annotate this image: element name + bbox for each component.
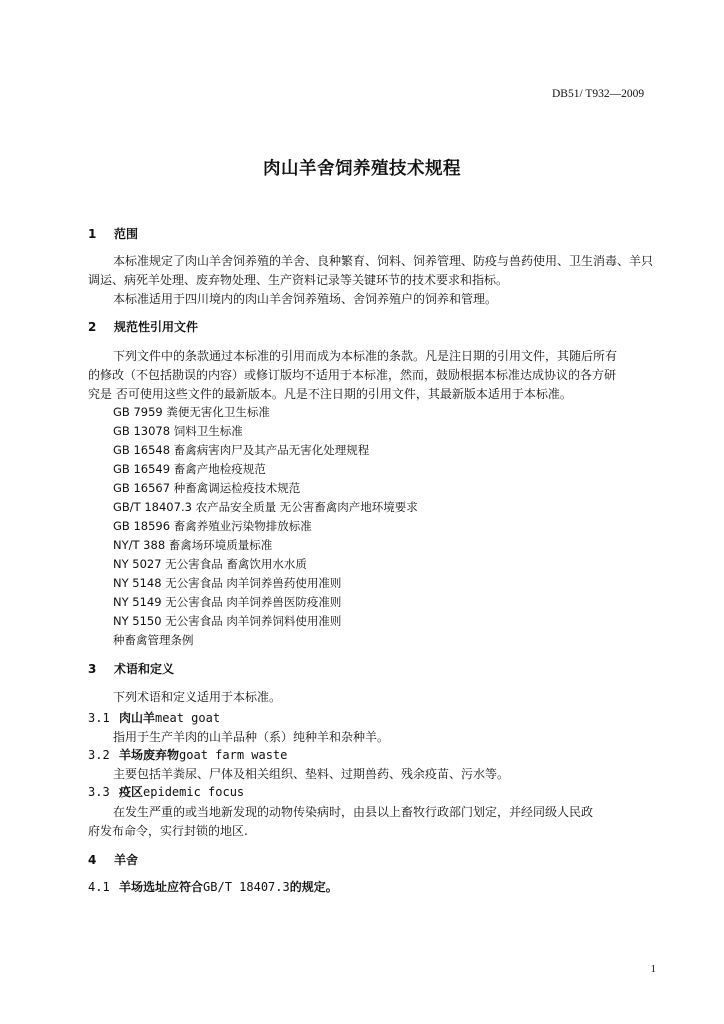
paragraph-line: 本标准适用于四川境内的肉山羊舍饲养殖场、舍饲养殖户的饲养和管理。 <box>113 292 498 306</box>
section-number: 2 <box>88 320 97 334</box>
term-number: 3.1 <box>88 711 110 725</box>
section-title: 范围 <box>114 227 139 241</box>
term-name: 肉山羊 <box>119 711 156 725</box>
section-3-heading <box>88 660 174 677</box>
standard-code: DB51/ T932—2009 <box>552 88 645 100</box>
clause-number: 4.1 <box>88 880 110 894</box>
section-number: 3 <box>88 662 97 676</box>
reference-item: GB 16548 畜禽病害肉尸及其产品无害化处理规程 <box>113 443 370 457</box>
reference-item: GB/T 18407.3 农产品安全质量 无公害畜禽肉产地环境要求 <box>113 500 418 514</box>
term-number: 3.3 <box>88 785 110 799</box>
clause-code: GB/T 18407.3 <box>203 880 290 894</box>
section-title: 规范性引用文件 <box>114 320 199 334</box>
document-title: 肉山羊舍饲养殖技术规程 <box>263 159 461 179</box>
reference-item: GB 7959 粪便无害化卫生标准 <box>113 405 270 419</box>
reference-item: GB 16549 畜禽产地检疫规范 <box>113 462 266 476</box>
reference-item: NY 5027 无公害食品 畜禽饮用水水质 <box>113 557 307 571</box>
term-definition: 在发生严重的或当地新发现的动物传染病时，由县以上畜牧行政部门划定，并经同级人民政 <box>113 805 594 819</box>
paragraph-line: 下列术语和定义适用于本标准。 <box>113 690 282 704</box>
section-1-heading <box>88 225 138 242</box>
term-number: 3.2 <box>88 748 110 762</box>
paragraph-line: 本标准规定了肉山羊舍饲养殖的羊舍、良种繁育、饲料、饲养管理、防疫与兽药使用、卫生消毒、羊只 <box>113 254 654 268</box>
term-english: epidemic focus <box>143 785 245 799</box>
term-english: meat goat <box>155 711 221 725</box>
term-definition: 主要包括羊粪尿、尸体及相关组织、垫料、过期兽药、残余疫苗、污水等。 <box>113 767 510 781</box>
term-english: goat farm waste <box>179 748 288 762</box>
section-title: 羊舍 <box>114 853 139 867</box>
reference-item: NY/T 388 畜禽场环境质量标准 <box>113 538 273 552</box>
reference-item: GB 16567 种畜禽调运检疫技术规范 <box>113 481 301 495</box>
term-name: 羊场废弃物 <box>119 748 180 762</box>
reference-item: NY 5149 无公害食品 肉羊饲养兽医防疫准则 <box>113 595 342 609</box>
section-title: 术语和定义 <box>114 662 175 676</box>
section-number: 4 <box>88 853 97 867</box>
reference-item: GB 18596 畜禽养殖业污染物排放标准 <box>113 519 312 533</box>
reference-item: NY 5150 无公害食品 肉羊饲养饲料使用准则 <box>113 614 342 628</box>
section-4-heading <box>88 851 138 868</box>
paragraph-line: 究是 否可使用这些文件的最新版本。凡是不注日期的引用文件，其最新版本适用于本标准。 <box>88 387 572 401</box>
section-2-heading <box>88 318 198 335</box>
term-heading <box>88 709 220 726</box>
clause-tail: 的规定。 <box>289 880 338 894</box>
term-name: 疫区 <box>119 785 144 799</box>
reference-item: NY 5148 无公害食品 肉羊饲养兽药使用准则 <box>113 576 342 590</box>
term-definition: 府发布命令，实行封锁的地区. <box>88 824 248 838</box>
term-heading <box>88 746 287 763</box>
page-number: 1 <box>650 963 656 975</box>
term-definition: 指用于生产羊肉的山羊品种（系）纯种羊和杂种羊。 <box>113 730 390 744</box>
reference-item: GB 13078 饲料卫生标准 <box>113 424 243 438</box>
paragraph-line: 的修改（不包括勘误的内容）或修订版均不适用于本标准，然而，鼓励根据本标准达成协议的各方研 <box>88 368 617 382</box>
section-number: 1 <box>88 227 97 241</box>
paragraph-line: 下列文件中的条款通过本标准的引用而成为本标准的条款。凡是注日期的引用文件，其随后所有 <box>113 349 618 363</box>
reference-item: 种畜禽管理条例 <box>113 633 194 647</box>
clause-text: 羊场选址应符合 <box>119 880 204 894</box>
term-heading <box>88 783 244 800</box>
clause-heading <box>88 878 338 895</box>
paragraph-line: 调运、病死羊处理、废弃物处理、生产资料记录等关键环节的技术要求和指标。 <box>88 273 509 287</box>
